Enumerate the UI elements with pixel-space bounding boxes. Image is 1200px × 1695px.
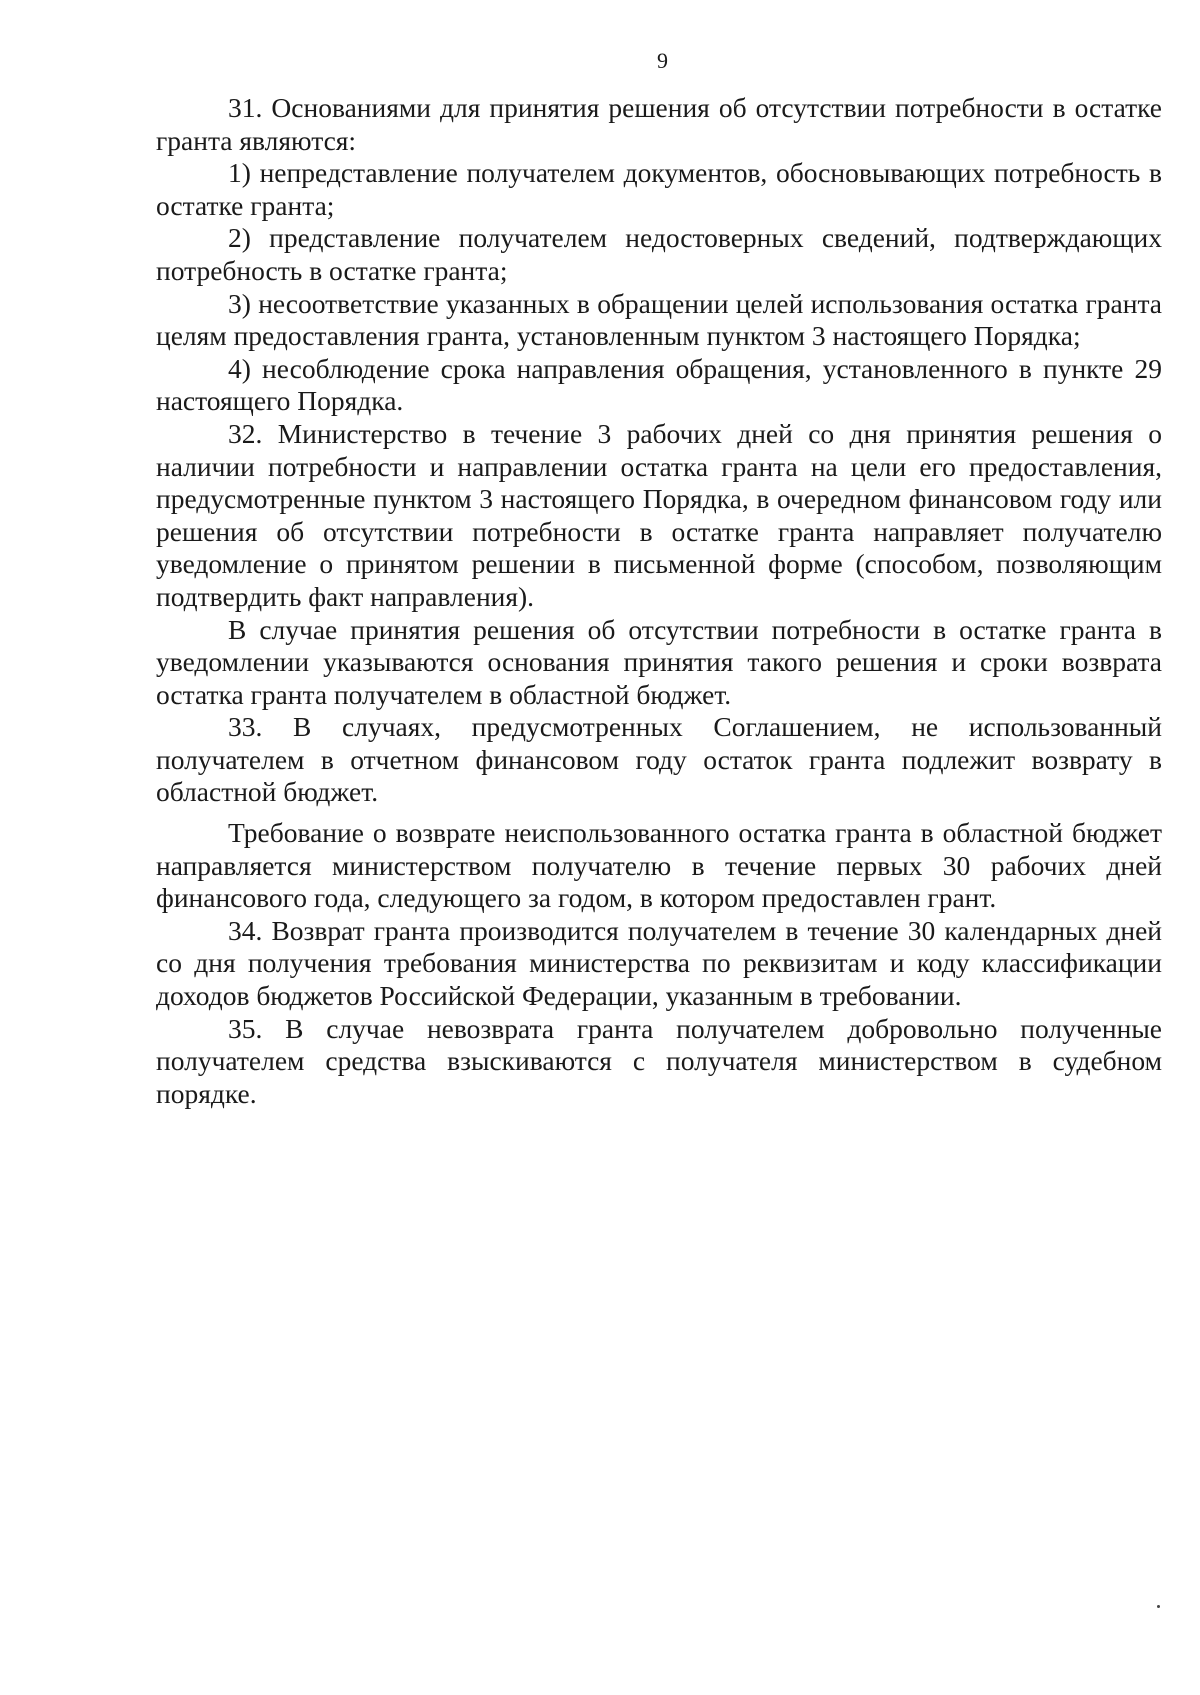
paragraph-35: 35. В случае невозврата гранта получателем добровольно полученные получателем средства взыскиваются с получателя министерством в судебном порядке. [156, 1012, 1162, 1109]
paragraph-31-item-2: 2) представление получателем недостоверных сведений, подтверждающих потребность в остатке гранта; [156, 222, 1162, 286]
paragraph-33-continuation: Требование о возврате неиспользованного остатка гранта в областной бюджет направляется министерством получателю в течение первых 30 рабочих дней финансового года, следующего за годом, в котором предоставлен грант. [156, 817, 1162, 914]
paragraph-31-item-3: 3) несоответствие указанных в обращении целей использования остатка гранта целям предоставления гранта, установленным пунктом 3 настоящего Порядка; [156, 287, 1162, 352]
document-body [156, 92, 1162, 1110]
paragraph-31-item-1: 1) непредставление получателем документов, обосновывающих потребность в остатке гранта; [156, 157, 1162, 221]
paragraph-31: 31. Основаниями для принятия решения об отсутствии потребности в остатке гранта являются: [156, 92, 1162, 156]
page-number: 9 [657, 48, 668, 73]
scan-speck [1157, 1605, 1160, 1608]
paragraph-33: 33. В случаях, предусмотренных Соглашением, не использованный получателем в отчетном финансовом году остаток гранта подлежит возврату в областной бюджет. [156, 711, 1162, 808]
paragraph-34: 34. Возврат гранта производится получателем в течение 30 календарных дней со дня получения требования министерства по реквизитам и коду классификации доходов бюджетов Российской Федерации, указанным в требовании. [156, 914, 1162, 1012]
paragraph-32-continuation: В случае принятия решения об отсутствии потребности в остатке гранта в уведомлении указываются основания принятия такого решения и сроки возврата остатка гранта получателем в областной бюджет. [156, 613, 1162, 710]
paragraph-31-item-4: 4) несоблюдение срока направления обращения, установленного в пункте 29 настоящего Порядка. [156, 352, 1162, 417]
paragraph-32: 32. Министерство в течение 3 рабочих дней со дня принятия решения о наличии потребности и направлении остатка гранта на цели его предоставления, предусмотренные пунктом 3 настоящего Порядка, в очередном финансовом году или решения об отсутствии потребности в остатке гранта направляет получателю уведомление о принятом решении в письменной форме (способом, позволяющим подтвердить факт направления). [156, 417, 1162, 612]
